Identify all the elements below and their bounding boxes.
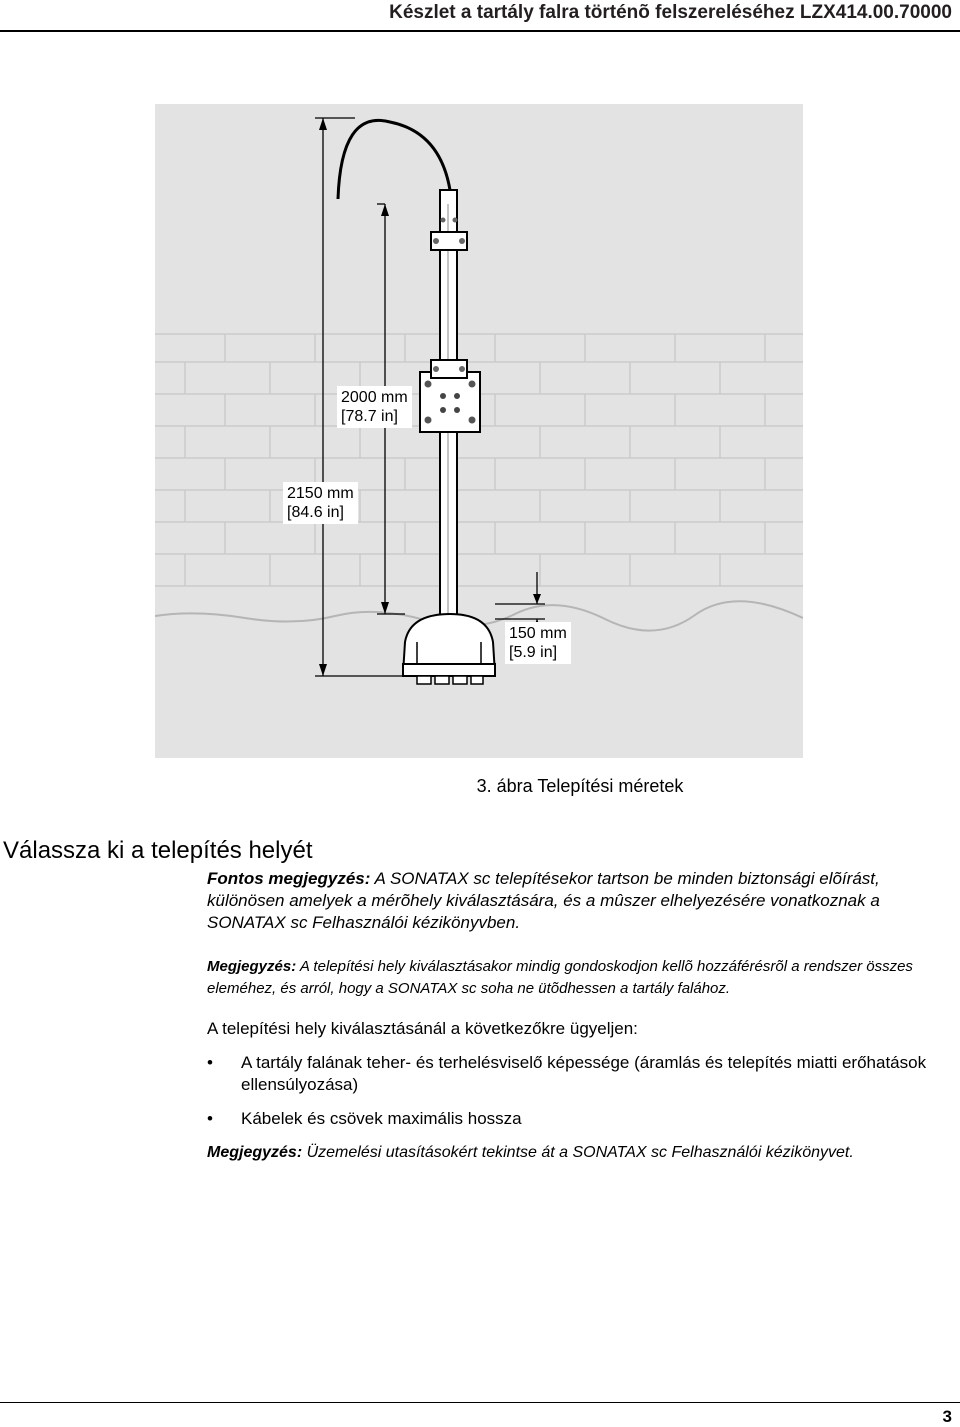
bullet-dot: •: [207, 1109, 213, 1128]
footer-rule: [0, 1402, 960, 1403]
header-rule: [0, 30, 960, 32]
sensor-mount-drawing: [155, 104, 803, 758]
note-site-access-text: A telepítési hely kiválasztásakor mindig gondoskodjon kellõ hozzáférésrõl a rendszer összes eleméhez, és arról, hogy a SONATAX sc soha ne ütõdhessen a tartály falához.: [207, 958, 913, 997]
dimension-2150-mm: 2150 mm: [287, 485, 354, 502]
document-header-title: Készlet a tartály falra történõ felszereléséhez LZX414.00.70000: [389, 2, 952, 23]
dimension-label-150: [505, 622, 571, 664]
important-note-label: Fontos megjegyzés:: [207, 869, 371, 888]
note-site-access-label: Megjegyzés:: [207, 958, 297, 975]
dimension-label-2150: [283, 482, 358, 524]
installation-dimensions-figure: [155, 104, 803, 758]
bullet-dot: •: [207, 1053, 213, 1072]
important-note-text: A SONATAX sc telepítésekor tartson be minden biztonsági elõírást, különösen amelyek a mérõhely kiválasztására, és a mûszer elhelyezésére vonatkoznak a SONATAX sc Felhasználói kézikönyvben.: [207, 869, 880, 932]
dimension-150-mm: 150 mm: [509, 625, 567, 642]
dimension-150-in: [5.9 in]: [509, 644, 558, 661]
section-title: Válassza ki a telepítés helyét: [3, 837, 313, 864]
note-site-access: [207, 956, 957, 1000]
note-operation: [207, 1142, 957, 1164]
dimension-2000-mm: 2000 mm: [341, 389, 408, 406]
selection-intro: A telepítési hely kiválasztásánál a következőkre ügyeljen:: [207, 1019, 638, 1038]
page-number: 3: [942, 1407, 952, 1426]
note-operation-text: Üzemelési utasításokért tekintse át a SONATAX sc Felhasználói kézikönyvet.: [302, 1144, 854, 1161]
figure-caption: 3. ábra Telepítési méretek: [476, 776, 684, 796]
important-note: [207, 868, 957, 934]
note-operation-label: Megjegyzés:: [207, 1144, 303, 1161]
dimension-label-2000: [337, 386, 412, 428]
dimension-2000-in: [78.7 in]: [341, 408, 398, 425]
bullet-text: Kábelek és csövek maximális hossza: [241, 1109, 522, 1128]
bullet-text: A tartály falának teher- és terhelésviselő képessége (áramlás és telepítés miatti erőhatások ellensúlyozása): [241, 1053, 927, 1094]
dimension-2150-in: [84.6 in]: [287, 504, 344, 521]
